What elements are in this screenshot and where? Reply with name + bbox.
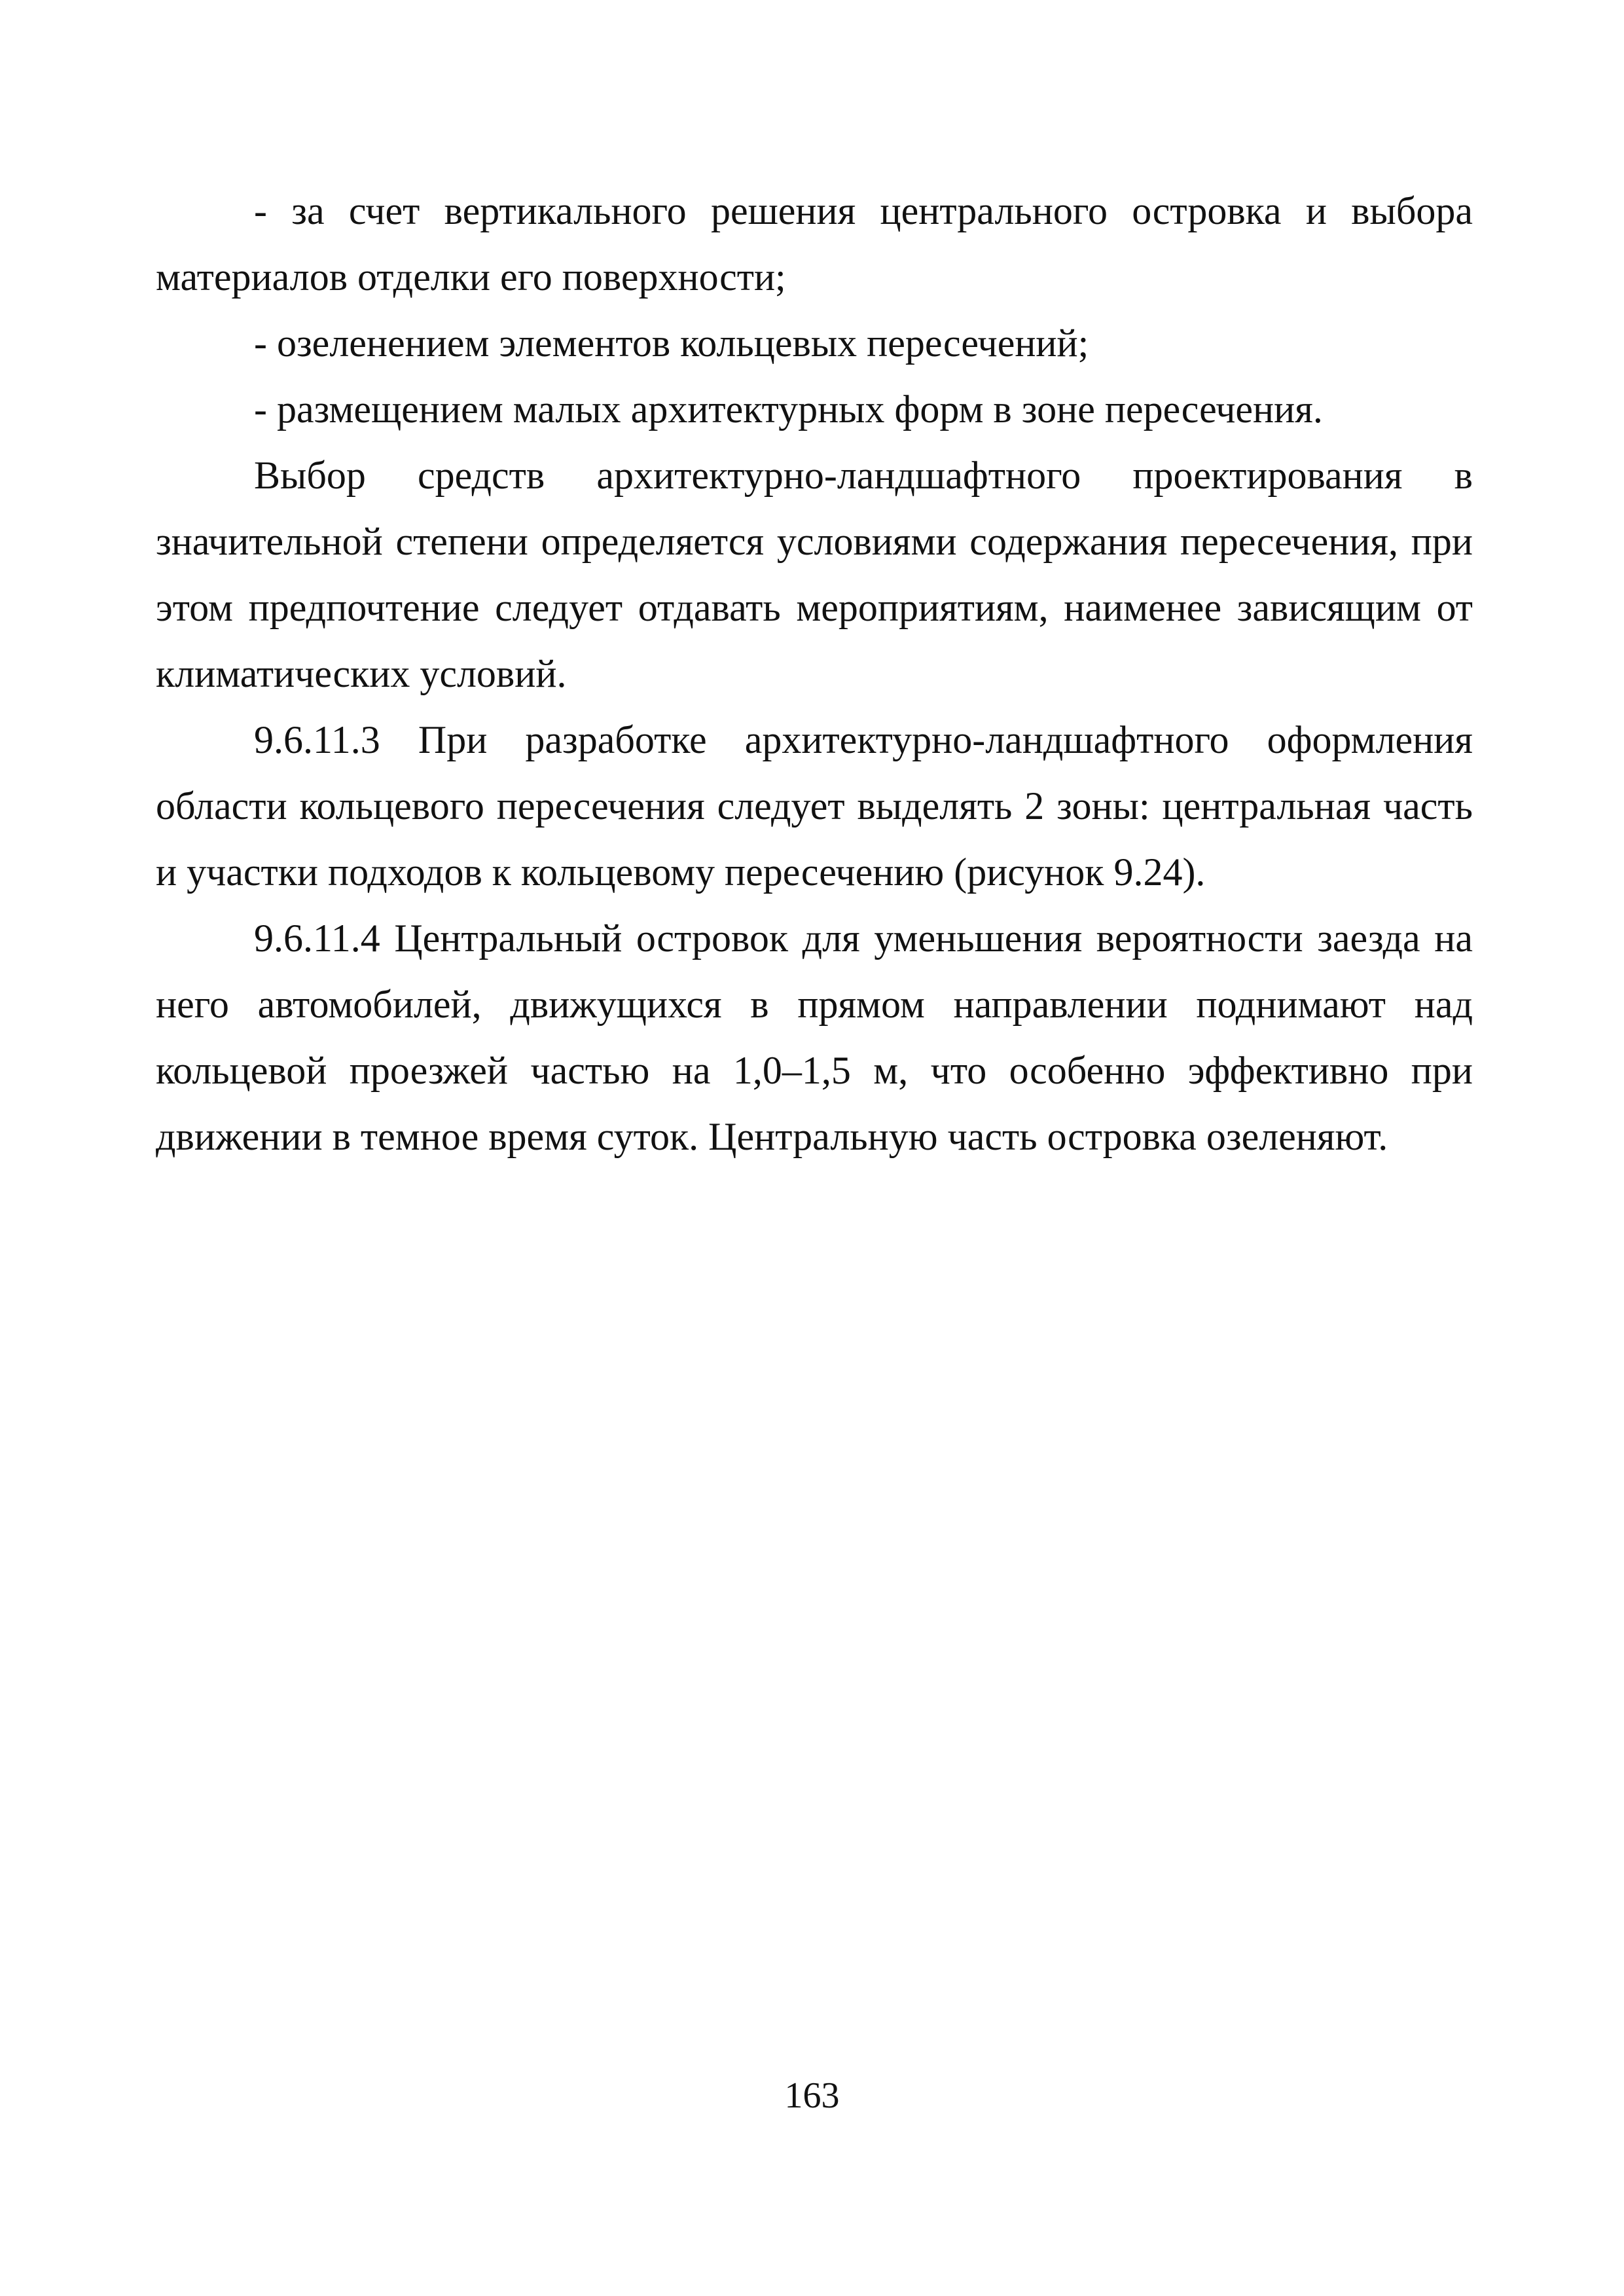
paragraph-section-9-6-11-4: 9.6.11.4 Центральный островок для уменьшения вероятности заезда на него автомобилей, движущихся в прямом направлении поднимают над кольцевой проезжей частью на 1,0–1,5 м, что особенно эффективно при движении в темное время суток. Центральную часть островка озеленяют. <box>156 917 1473 1158</box>
paragraph-design-choice: Выбор средств архитектурно-ландшафтного проектирования в значительной степени определяется условиями содержания пересечения, при этом предпочтение следует отдавать мероприятиям, наименее зависящим от климатических условий. <box>156 454 1473 695</box>
page-number: 163 <box>784 2075 840 2116</box>
paragraph-small-forms: - размещением малых архитектурных форм в зоне пересечения. <box>254 388 1323 431</box>
body-text <box>156 178 1473 1170</box>
paragraph-greening: - озеленением элементов кольцевых пересечений; <box>254 321 1089 365</box>
paragraph-vertical-solution: - за счет вертикального решения центрального островка и выбора материалов отделки его поверхности; <box>156 189 1473 299</box>
paragraph-section-9-6-11-3: 9.6.11.3 При разработке архитектурно-ландшафтного оформления области кольцевого пересечения следует выделять 2 зоны: центральная часть и участки подходов к кольцевому пересечению (рисунок 9.24). <box>156 718 1473 894</box>
